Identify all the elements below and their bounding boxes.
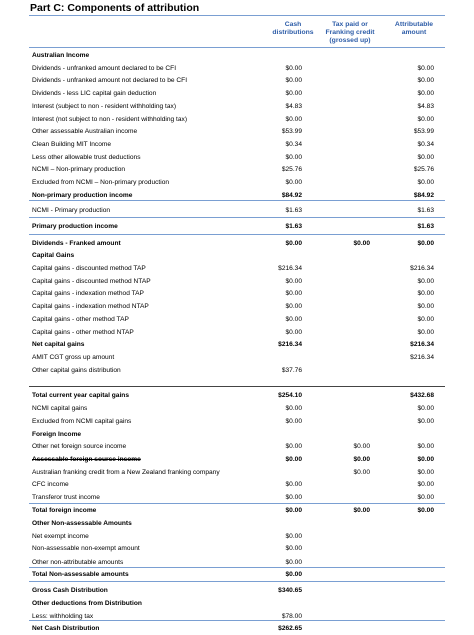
table-row [0, 101, 474, 113]
table-row [0, 314, 474, 326]
title-divider [29, 15, 445, 16]
attributable-value: $216.34 [410, 341, 434, 348]
column-header-tax-paid: Tax paid or Franking credit (grossed up) [325, 21, 375, 44]
row-label: Australian Income [32, 52, 90, 59]
row-label: Net exempt income [32, 533, 89, 540]
cash-value: $37.76 [281, 367, 302, 374]
table-row [0, 505, 474, 517]
page-title: Part C: Components of attribution [30, 2, 200, 14]
row-label: NCMI capital gains [32, 405, 88, 412]
table-row [0, 390, 474, 402]
attributable-value: $53.99 [413, 128, 434, 135]
row-divider [29, 217, 445, 218]
attributable-value: $1.63 [417, 207, 434, 214]
table-row [0, 585, 474, 597]
attributable-value: $84.92 [413, 192, 434, 199]
attributable-value: $0.00 [417, 179, 434, 186]
table-row [0, 416, 474, 428]
attributable-value: $0.00 [417, 443, 434, 450]
row-label: Dividends - unfranked amount declared to be CFI [32, 65, 177, 72]
table-row [0, 454, 474, 466]
cash-value: $0.00 [285, 418, 302, 425]
table-row [0, 557, 474, 569]
table-row [0, 263, 474, 275]
row-label: Non-primary production income [32, 192, 133, 199]
row-label: Total current year capital gains [32, 392, 129, 399]
cash-value: $0.00 [285, 179, 302, 186]
attributable-value: $0.00 [417, 303, 434, 310]
cash-value: $4.83 [285, 103, 302, 110]
cash-value: $340.65 [278, 587, 302, 594]
row-label: NCMI – Non-primary production [32, 166, 126, 173]
table-row [0, 88, 474, 100]
row-label: Other deductions from Distribution [32, 600, 142, 607]
row-label: Capital gains - other method TAP [32, 316, 129, 323]
table-row [0, 441, 474, 453]
table-row [0, 190, 474, 202]
table-row [0, 75, 474, 87]
table-row [0, 238, 474, 250]
table-row [0, 250, 474, 262]
attributable-value: $432.68 [410, 392, 434, 399]
cash-value: $0.00 [285, 240, 302, 247]
table-row [0, 352, 474, 364]
row-label: CFC income [32, 481, 69, 488]
tax-value: $0.00 [353, 456, 370, 463]
cash-value: $1.63 [285, 207, 302, 214]
cash-value: $0.00 [285, 443, 302, 450]
table-row [0, 429, 474, 441]
row-label: Excluded from NCMI capital gains [32, 418, 132, 425]
row-label: Capital Gains [32, 252, 75, 259]
tax-value: $0.00 [353, 469, 370, 476]
table-row [0, 276, 474, 288]
table-row [0, 114, 474, 126]
attributable-value: $1.63 [417, 223, 434, 230]
cash-value: $0.00 [285, 278, 302, 285]
cash-value: $0.00 [285, 329, 302, 336]
row-divider [29, 234, 445, 235]
row-label: Other net foreign source income [32, 443, 127, 450]
row-label: Capital gains - discounted method TAP [32, 265, 146, 272]
cash-value: $0.00 [285, 77, 302, 84]
header-divider [29, 47, 445, 48]
table-row [0, 301, 474, 313]
row-label: Dividends - unfranked amount not declared to be CFI [32, 77, 188, 84]
column-header-attributable: Attributable amount [394, 21, 434, 36]
cash-value: $0.00 [285, 303, 302, 310]
table-row [0, 50, 474, 62]
row-label: Clean Building MIT Income [32, 141, 112, 148]
attributable-value: $0.00 [417, 418, 434, 425]
row-label: Net Cash Distribution [32, 625, 100, 632]
table-row [0, 339, 474, 351]
row-label: Other non-attributable amounts [32, 559, 124, 566]
table-row [0, 611, 474, 623]
attributable-value: $0.00 [417, 494, 434, 501]
attributable-value: $0.00 [417, 469, 434, 476]
cash-value: $0.00 [285, 481, 302, 488]
row-label: Other Non-assessable Amounts [32, 520, 132, 527]
attributable-value: $0.00 [417, 65, 434, 72]
cash-value: $1.63 [285, 223, 302, 230]
row-label: Dividends - less LIC capital gain deduction [32, 90, 157, 97]
row-label: Primary production income [32, 223, 118, 230]
cash-value: $84.92 [281, 192, 302, 199]
table-row [0, 543, 474, 555]
row-label: Non-assessable non-exempt amount [32, 545, 140, 552]
table-row [0, 531, 474, 543]
attributable-value: $216.34 [410, 265, 434, 272]
row-label: Other assessable Australian income [32, 128, 138, 135]
cash-value: $0.00 [285, 65, 302, 72]
row-label: Gross Cash Distribution [32, 587, 108, 594]
table-row [0, 126, 474, 138]
cash-value: $262.65 [278, 625, 302, 632]
table-row [0, 205, 474, 217]
row-label: Capital gains - other method NTAP [32, 329, 134, 336]
cash-value: $0.00 [285, 559, 302, 566]
table-row [0, 598, 474, 610]
table-row [0, 492, 474, 504]
cash-value: $0.00 [285, 316, 302, 323]
table-row [0, 467, 474, 479]
row-label: Other capital gains distribution [32, 367, 121, 374]
table-row [0, 623, 474, 635]
attributable-value: $216.34 [410, 354, 434, 361]
attributable-value: $25.76 [413, 166, 434, 173]
tax-value: $0.00 [353, 507, 370, 514]
table-row [0, 365, 474, 377]
row-label: Interest (not subject to non - resident withholding tax) [32, 116, 188, 123]
table-row [0, 518, 474, 530]
attributable-value: $0.00 [417, 316, 434, 323]
cash-value: $0.00 [285, 456, 302, 463]
row-label: Dividends - Franked amount [32, 240, 121, 247]
row-label: Capital gains - indexation method NTAP [32, 303, 149, 310]
attributable-value: $0.00 [417, 116, 434, 123]
attributable-value: $0.00 [417, 240, 434, 247]
row-label: AMIT CGT gross up amount [32, 354, 115, 361]
row-divider [29, 581, 445, 582]
cash-value: $0.00 [285, 533, 302, 540]
row-label: Net capital gains [32, 341, 85, 348]
cash-value: $0.00 [285, 494, 302, 501]
cash-value: $0.00 [285, 571, 302, 578]
cash-value: $0.00 [285, 154, 302, 161]
attributable-value: $0.00 [417, 278, 434, 285]
attributable-value: $0.00 [417, 481, 434, 488]
row-label: Capital gains - discounted method NTAP [32, 278, 151, 285]
cash-value: $216.34 [278, 265, 302, 272]
cash-value: $0.00 [285, 116, 302, 123]
cash-value: $0.00 [285, 507, 302, 514]
cash-value: $216.34 [278, 341, 302, 348]
table-row [0, 221, 474, 233]
cash-value: $0.00 [285, 290, 302, 297]
table-row [0, 63, 474, 75]
tax-value: $0.00 [353, 443, 370, 450]
attributable-value: $0.00 [417, 456, 434, 463]
row-label: Australian franking credit from a New Zealand franking company [32, 469, 220, 476]
row-label: Total Non-assessable amounts [32, 571, 129, 578]
cash-value: $0.00 [285, 545, 302, 552]
attributable-value: $0.00 [417, 290, 434, 297]
row-label: NCMI - Primary production [32, 207, 111, 214]
attributable-value: $0.00 [417, 405, 434, 412]
table-row [0, 152, 474, 164]
table-row [0, 164, 474, 176]
table-row [0, 403, 474, 415]
row-label: Less other allowable trust deductions [32, 154, 141, 161]
cash-value: $0.34 [285, 141, 302, 148]
attributable-value: $0.00 [417, 329, 434, 336]
cash-value: $0.00 [285, 90, 302, 97]
row-label: Less: withholding tax [32, 613, 94, 620]
table-row [0, 177, 474, 189]
row-label: Capital gains - indexation method TAP [32, 290, 144, 297]
attributable-value: $0.00 [417, 90, 434, 97]
cash-value: $0.00 [285, 405, 302, 412]
row-label: Excluded from NCMI – Non-primary production [32, 179, 170, 186]
attributable-value: $0.34 [417, 141, 434, 148]
cash-value: $53.99 [281, 128, 302, 135]
row-divider [29, 386, 445, 387]
row-label: Total foreign income [32, 507, 97, 514]
row-label: Foreign Income [32, 431, 82, 438]
row-label: Assessable foreign source income [32, 456, 141, 463]
cash-value: $25.76 [281, 166, 302, 173]
row-label: Interest (subject to non - resident withholding tax) [32, 103, 177, 110]
attributable-value: $0.00 [417, 77, 434, 84]
tax-value: $0.00 [353, 240, 370, 247]
row-label: Transferor trust income [32, 494, 100, 501]
table-row [0, 479, 474, 491]
cash-value: $254.10 [278, 392, 302, 399]
table-row [0, 288, 474, 300]
cash-value: $78.00 [281, 613, 302, 620]
table-row [0, 139, 474, 151]
attributable-value: $0.00 [417, 507, 434, 514]
column-header-cash: Cash distributions [272, 21, 314, 36]
table-row [0, 569, 474, 581]
attributable-value: $0.00 [417, 154, 434, 161]
table-row [0, 327, 474, 339]
attributable-value: $4.83 [417, 103, 434, 110]
